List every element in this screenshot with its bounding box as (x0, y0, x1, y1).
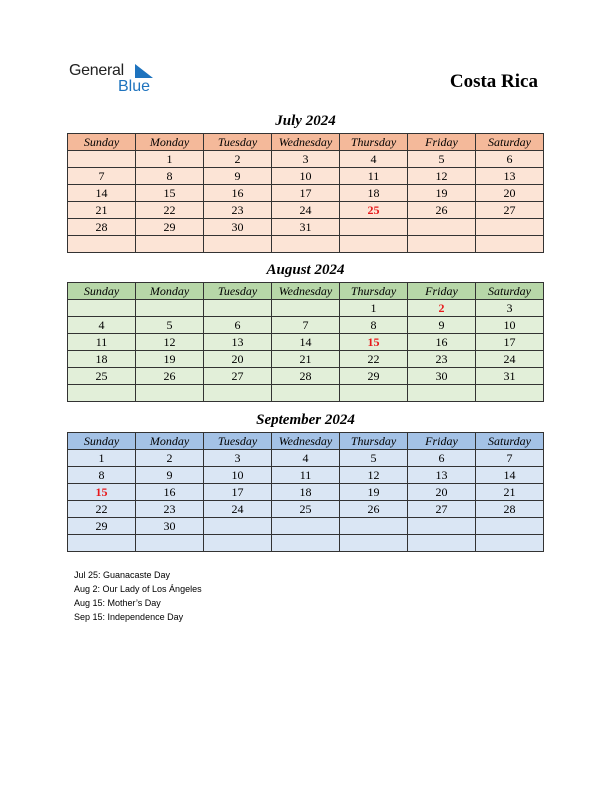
day-cell: 16 (204, 185, 272, 202)
day-cell: 30 (204, 219, 272, 236)
day-cell: 19 (340, 484, 408, 501)
day-cell: 18 (340, 185, 408, 202)
day-cell: 29 (136, 219, 204, 236)
day-cell (340, 236, 408, 253)
day-cell: 17 (204, 484, 272, 501)
day-cell: 4 (340, 151, 408, 168)
week-row (68, 501, 544, 518)
day-cell: 10 (204, 467, 272, 484)
weekday-header: Monday (136, 283, 204, 300)
day-cell: 21 (272, 351, 340, 368)
month-title: September 2024 (256, 412, 355, 428)
day-cell (136, 385, 204, 402)
week-row (68, 385, 544, 402)
day-cell (272, 518, 340, 535)
day-cell: 19 (408, 185, 476, 202)
day-cell (408, 219, 476, 236)
day-cell: 20 (476, 185, 544, 202)
day-cell: 24 (204, 501, 272, 518)
day-cell (272, 300, 340, 317)
weekday-header: Saturday (476, 283, 544, 300)
week-row (68, 535, 544, 552)
day-cell: 12 (340, 467, 408, 484)
day-cell (476, 518, 544, 535)
day-cell: 18 (272, 484, 340, 501)
weekday-header: Thursday (340, 433, 408, 450)
weekday-header: Wednesday (272, 433, 340, 450)
day-cell: 8 (136, 168, 204, 185)
day-cell: 20 (408, 484, 476, 501)
logo-word-blue: Blue (118, 78, 151, 95)
week-row (68, 368, 544, 385)
day-cell: 9 (408, 317, 476, 334)
weekday-header: Thursday (340, 283, 408, 300)
week-row (68, 219, 544, 236)
day-cell: 29 (340, 368, 408, 385)
day-cell: 19 (136, 351, 204, 368)
weekday-header: Saturday (476, 134, 544, 151)
weekday-header: Sunday (68, 134, 136, 151)
day-cell: 1 (136, 151, 204, 168)
month-title: August 2024 (266, 262, 345, 278)
week-row (68, 467, 544, 484)
weekday-header: Friday (408, 283, 476, 300)
holiday-notes (74, 568, 202, 624)
day-cell: 7 (272, 317, 340, 334)
day-cell: 12 (408, 168, 476, 185)
day-cell: 15 (340, 334, 408, 351)
day-cell: 1 (340, 300, 408, 317)
day-cell (408, 236, 476, 253)
day-cell (476, 535, 544, 552)
weekday-header: Thursday (340, 134, 408, 151)
week-row (68, 334, 544, 351)
day-cell: 23 (204, 202, 272, 219)
week-row (68, 484, 544, 501)
calendar-table (67, 133, 544, 253)
day-cell (272, 236, 340, 253)
day-cell: 10 (272, 168, 340, 185)
day-cell: 3 (476, 300, 544, 317)
day-cell: 25 (68, 368, 136, 385)
day-cell (136, 300, 204, 317)
day-cell (476, 385, 544, 402)
day-cell: 14 (68, 185, 136, 202)
day-cell: 28 (272, 368, 340, 385)
day-cell (340, 385, 408, 402)
holiday-note: Aug 2: Our Lady of Los Ángeles (74, 584, 202, 594)
holiday-note: Sep 15: Independence Day (74, 612, 184, 622)
generalblue-logo (69, 62, 169, 96)
day-cell: 7 (68, 168, 136, 185)
day-cell: 18 (68, 351, 136, 368)
day-cell: 6 (204, 317, 272, 334)
month-august (67, 261, 544, 402)
weekday-header: Tuesday (204, 134, 272, 151)
day-cell: 2 (204, 151, 272, 168)
weekday-header: Saturday (476, 433, 544, 450)
day-cell (204, 236, 272, 253)
weekday-header: Tuesday (204, 433, 272, 450)
day-cell: 3 (204, 450, 272, 467)
weekday-header: Friday (408, 433, 476, 450)
calendar-table (67, 282, 544, 402)
day-cell: 13 (476, 168, 544, 185)
day-cell: 4 (272, 450, 340, 467)
day-cell (68, 151, 136, 168)
weekday-header-row (68, 433, 544, 450)
weekday-header: Wednesday (272, 283, 340, 300)
day-cell: 6 (476, 151, 544, 168)
day-cell: 5 (340, 450, 408, 467)
day-cell: 10 (476, 317, 544, 334)
day-cell (204, 518, 272, 535)
day-cell (476, 236, 544, 253)
day-cell: 25 (272, 501, 340, 518)
day-cell: 9 (136, 467, 204, 484)
week-row (68, 300, 544, 317)
weekday-header: Monday (136, 433, 204, 450)
day-cell: 22 (340, 351, 408, 368)
day-cell: 9 (204, 168, 272, 185)
day-cell: 23 (136, 501, 204, 518)
day-cell: 1 (68, 450, 136, 467)
day-cell: 8 (68, 467, 136, 484)
month-september (67, 411, 544, 552)
logo-triangle-icon (135, 64, 153, 78)
day-cell: 28 (68, 219, 136, 236)
day-cell (68, 385, 136, 402)
day-cell: 5 (136, 317, 204, 334)
day-cell (136, 236, 204, 253)
day-cell: 26 (340, 501, 408, 518)
day-cell (340, 219, 408, 236)
day-cell: 28 (476, 501, 544, 518)
holiday-note: Aug 15: Mother’s Day (74, 598, 161, 608)
day-cell: 21 (476, 484, 544, 501)
day-cell: 15 (68, 484, 136, 501)
country-title: Costa Rica (449, 71, 538, 92)
day-cell: 17 (476, 334, 544, 351)
day-cell (68, 300, 136, 317)
day-cell (340, 518, 408, 535)
day-cell: 21 (68, 202, 136, 219)
day-cell: 23 (408, 351, 476, 368)
day-cell (204, 535, 272, 552)
day-cell (340, 535, 408, 552)
day-cell: 5 (408, 151, 476, 168)
day-cell: 16 (136, 484, 204, 501)
day-cell: 15 (136, 185, 204, 202)
day-cell: 26 (136, 368, 204, 385)
weekday-header: Sunday (68, 283, 136, 300)
day-cell: 8 (340, 317, 408, 334)
day-cell: 24 (272, 202, 340, 219)
day-cell: 2 (408, 300, 476, 317)
week-row (68, 518, 544, 535)
week-row (68, 450, 544, 467)
weekday-header: Friday (408, 134, 476, 151)
day-cell: 11 (340, 168, 408, 185)
day-cell: 7 (476, 450, 544, 467)
day-cell: 4 (68, 317, 136, 334)
day-cell: 14 (476, 467, 544, 484)
day-cell: 24 (476, 351, 544, 368)
day-cell (408, 535, 476, 552)
day-cell: 13 (204, 334, 272, 351)
day-cell: 22 (68, 501, 136, 518)
week-row (68, 168, 544, 185)
day-cell: 11 (272, 467, 340, 484)
weekday-header: Sunday (68, 433, 136, 450)
day-cell (408, 518, 476, 535)
day-cell (272, 385, 340, 402)
day-cell: 13 (408, 467, 476, 484)
day-cell: 6 (408, 450, 476, 467)
weekday-header: Wednesday (272, 134, 340, 151)
calendar-table (67, 432, 544, 552)
day-cell: 17 (272, 185, 340, 202)
day-cell (204, 300, 272, 317)
day-cell (68, 236, 136, 253)
day-cell: 30 (408, 368, 476, 385)
day-cell: 14 (272, 334, 340, 351)
week-row (68, 317, 544, 334)
day-cell (204, 385, 272, 402)
week-row (68, 351, 544, 368)
day-cell: 27 (408, 501, 476, 518)
day-cell: 27 (476, 202, 544, 219)
weekday-header-row (68, 134, 544, 151)
week-row (68, 185, 544, 202)
month-title: July 2024 (275, 113, 336, 129)
day-cell: 25 (340, 202, 408, 219)
holiday-note: Jul 25: Guanacaste Day (74, 570, 171, 580)
day-cell: 29 (68, 518, 136, 535)
day-cell: 22 (136, 202, 204, 219)
week-row (68, 202, 544, 219)
day-cell: 16 (408, 334, 476, 351)
day-cell: 30 (136, 518, 204, 535)
month-july (67, 112, 544, 253)
day-cell: 31 (272, 219, 340, 236)
day-cell (68, 535, 136, 552)
day-cell: 27 (204, 368, 272, 385)
day-cell (272, 535, 340, 552)
day-cell: 2 (136, 450, 204, 467)
day-cell (408, 385, 476, 402)
day-cell (476, 219, 544, 236)
day-cell: 31 (476, 368, 544, 385)
day-cell: 11 (68, 334, 136, 351)
day-cell (136, 535, 204, 552)
day-cell: 3 (272, 151, 340, 168)
week-row (68, 236, 544, 253)
weekday-header: Tuesday (204, 283, 272, 300)
day-cell: 20 (204, 351, 272, 368)
logo-word-general: General (69, 62, 124, 79)
weekday-header-row (68, 283, 544, 300)
day-cell: 26 (408, 202, 476, 219)
day-cell: 12 (136, 334, 204, 351)
weekday-header: Monday (136, 134, 204, 151)
week-row (68, 151, 544, 168)
